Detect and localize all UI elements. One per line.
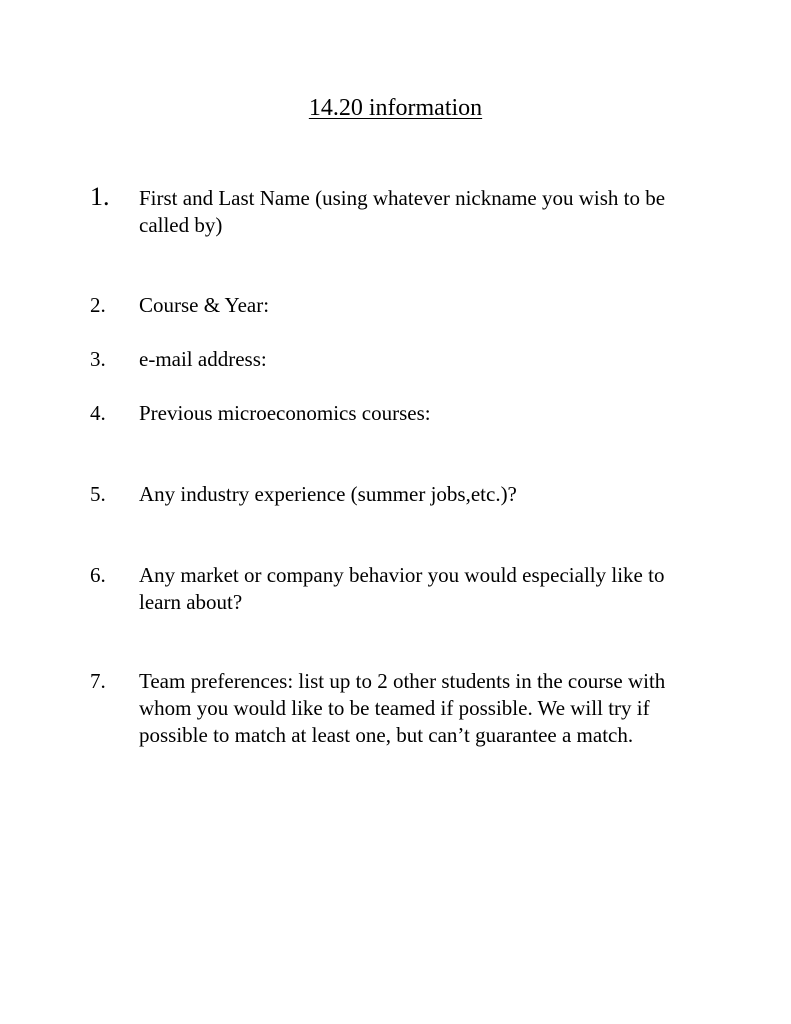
question-6-text: Any market or company behavior you would especially like to learn about? xyxy=(139,563,665,614)
question-7-text: Team preferences: list up to 2 other students in the course with whom you would like to be teamed if possible. We will try if possible to match at least one, but can’t guarantee a match. xyxy=(139,669,666,747)
question-3-text: e-mail address: xyxy=(139,347,267,371)
question-2-number: 2. xyxy=(90,293,106,317)
question-3-number: 3. xyxy=(90,347,106,371)
question-1-text: First and Last Name (using whatever nickname you wish to be called by) xyxy=(139,186,666,237)
question-7-number: 7. xyxy=(90,669,106,693)
question-4-text: Previous microeconomics courses: xyxy=(139,401,431,425)
question-4-number: 4. xyxy=(90,401,106,425)
question-6-number: 6. xyxy=(90,563,106,587)
document-title: 14.20 information xyxy=(308,95,483,121)
question-5-text: Any industry experience (summer jobs,etc.)? xyxy=(139,482,517,506)
question-5-number: 5. xyxy=(90,482,106,506)
question-1-number: 1. xyxy=(90,182,110,211)
question-2-text: Course & Year: xyxy=(139,293,270,317)
